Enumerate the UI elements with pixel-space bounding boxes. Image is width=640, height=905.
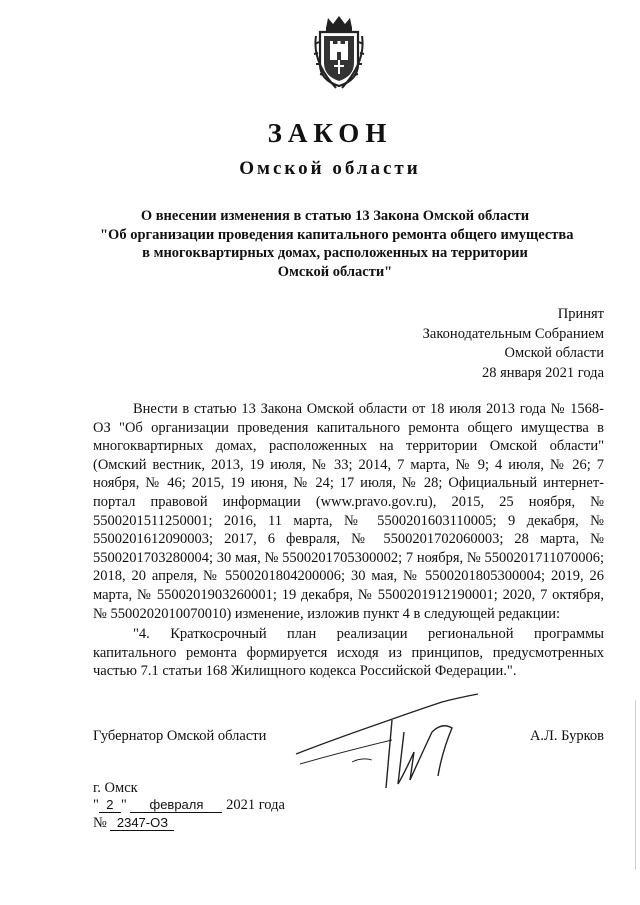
- subject-line: "Об организации проведения капитального ремонта общего имущества: [100, 226, 574, 243]
- subject-line: О внесении изменения в статью 13 Закона Омской области: [140, 208, 530, 224]
- amendment-text: "4. Краткосрочный план реализации региональной программы капитального ремонта формируется исходя из принципов, предусмотренных частью 7.1 статьи 168 Жилищного кодекса Российской Федерации.".: [93, 626, 604, 680]
- adoption-line: Законодательным Собранием: [422, 325, 604, 342]
- city: г. Омск: [93, 780, 138, 796]
- adoption-date: 28 января 2021 года: [481, 364, 604, 381]
- handwritten-signature: [292, 692, 482, 792]
- signatory-name: А.Л. Бурков: [529, 728, 604, 744]
- number-value: 2347-ОЗ: [110, 815, 174, 831]
- subject-line: в многоквартирных домах, расположенных на территории: [142, 245, 528, 261]
- law-number: [93, 815, 174, 832]
- adoption-line: Омской области: [504, 345, 604, 361]
- law-subject: [100, 207, 574, 281]
- scan-edge-mark: [635, 700, 636, 870]
- subject-line: Омской области": [277, 263, 393, 280]
- omsk-coat-of-arms-icon: [312, 14, 366, 90]
- signatory-title: Губернатор Омской области: [93, 728, 267, 744]
- date-open-quote: ": [93, 797, 99, 813]
- date-day: 2: [99, 797, 121, 813]
- adoption-line: Принят: [557, 306, 604, 322]
- date-month: февраля: [130, 797, 222, 813]
- signing-date: [93, 797, 285, 814]
- date-close-quote: ": [120, 797, 127, 813]
- adoption-block: [423, 305, 604, 383]
- law-title: ЗАКОН: [267, 118, 393, 148]
- body-paragraph: Внести в статью 13 Закона Омской области от 18 июля 2013 года № 1568-ОЗ "Об организации проведения капитального ремонта общего имущества в многоквартирных домах, расположенных на территории Омской области" (Омский вестник, 2013, 19 июля, № 33; 2014, 7 марта, № 9; 4 июля, № 26; 7 ноября, № 46; 2015, 19 июня, № 24; 17 июля, № 28; Официальный интернет-портал правовой информации (www.pravo.gov.ru), 2015, 25 ноября, № 5500201511250001; 2016, 11 марта, № 5500201603110005; 9 декабря, № 5500201612090003; 2017, 6 февраля, № 5500201702060003; 28 марта, № 5500201703280004; 30 мая, № 5500201705300002; 7 ноября, № 5500201711070006; 2018, 20 апреля, № 5500201804200006; 30 мая, № 5500201805300004; 2019, 26 марта, № 5500201903260001; 19 декабря, № 5500201912190001; 2020, 7 октября, № 5500202010070010) изменение, изложив пункт 4 в следующей редакции:: [93, 401, 604, 622]
- date-year: 2021 года: [226, 797, 285, 813]
- number-prefix: №: [93, 815, 107, 831]
- law-region: Омской области: [239, 158, 421, 179]
